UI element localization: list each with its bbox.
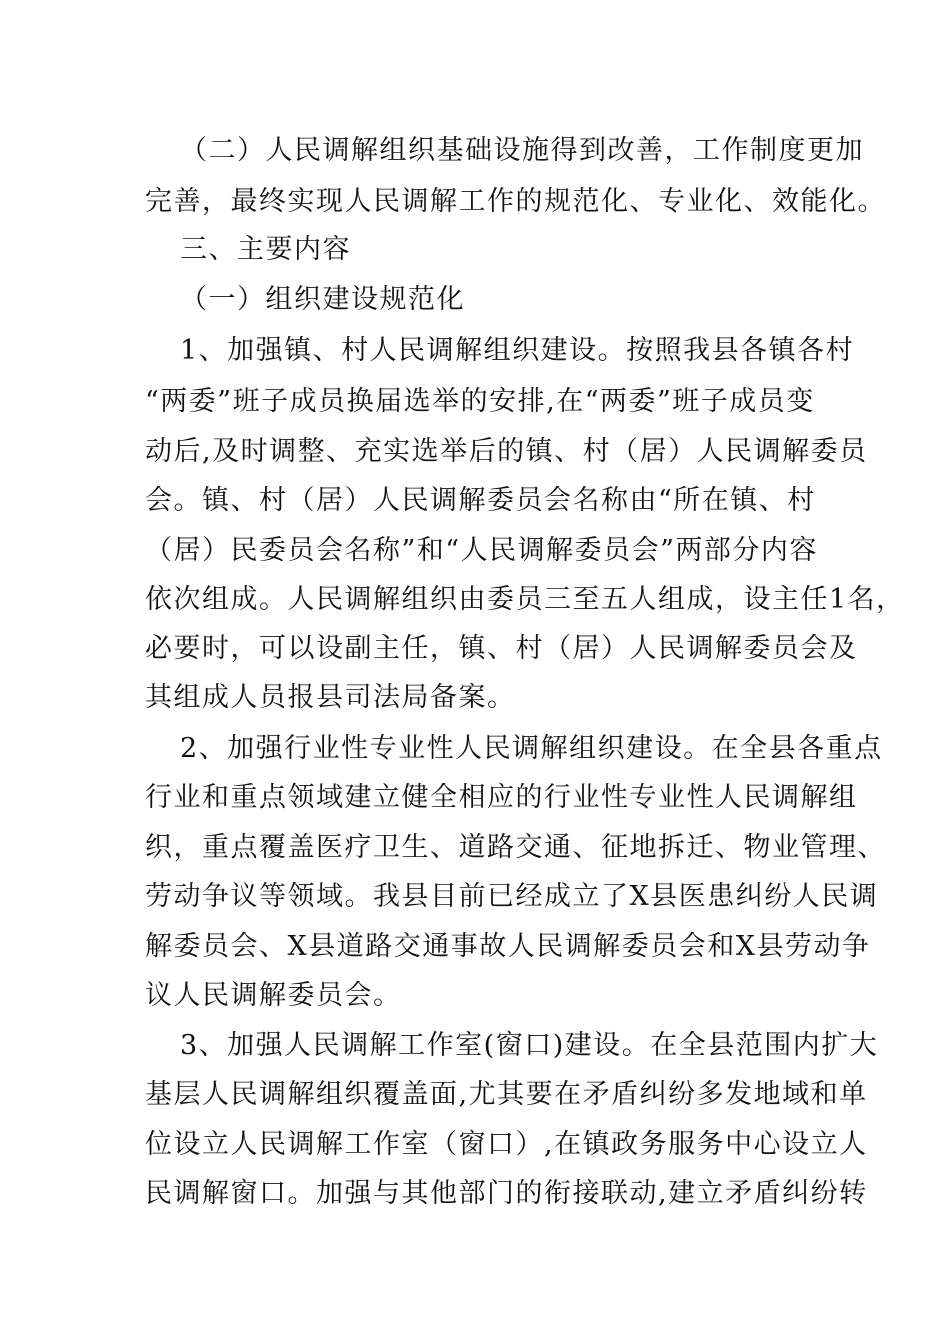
text-line: “两委”班子成员换届选举的安排,在“两委”班子成员变 <box>145 386 815 417</box>
text-line: 解委员会、X县道路交通事故人民调解委员会和X县劳动争 <box>145 931 871 962</box>
text-line: 基层人民调解组织覆盖面,尤其要在矛盾纠纷多发地域和单 <box>145 1079 868 1110</box>
text-line: 议人民调解委员会。 <box>145 980 402 1011</box>
text-line: （二）人民调解组织基础设施得到改善，工作制度更加 <box>180 135 864 166</box>
subsection-heading: （一）组织建设规范化 <box>180 284 465 315</box>
section-heading: 三、主要内容 <box>180 234 351 265</box>
text-line: 必要时，可以设副主任，镇、村（居）人民调解委员会及 <box>145 633 858 664</box>
text-line: 织，重点覆盖医疗卫生、道路交通、征地拆迁、物业管理、 <box>145 832 886 863</box>
text-line: 劳动争议等领域。我县目前已经成立了X县医患纠纷人民调 <box>145 881 879 912</box>
text-line: 行业和重点领域建立健全相应的行业性专业性人民调解组 <box>145 782 858 813</box>
text-line: 会。镇、村（居）人民调解委员会名称由“所在镇、村 <box>145 485 816 516</box>
text-line: 完善，最终实现人民调解工作的规范化、专业化、效能化。 <box>145 186 886 217</box>
text-line: （居）民委员会名称”和“人民调解委员会”两部分内容 <box>145 535 818 566</box>
text-line: 动后,及时调整、充实选举后的镇、村（居）人民调解委员 <box>145 436 868 467</box>
text-line: 2、加强行业性专业性人民调解组织建设。在全县各重点 <box>180 733 883 764</box>
text-line: 其组成人员报县司法局备案。 <box>145 682 516 713</box>
text-line: 位设立人民调解工作室（窗口）,在镇政务服务中心设立人 <box>145 1129 868 1160</box>
text-line: 1、加强镇、村人民调解组织建设。按照我县各镇各村 <box>180 335 855 366</box>
text-line: 民调解窗口。加强与其他部门的衔接联动,建立矛盾纠纷转 <box>145 1178 868 1209</box>
text-line: 3、加强人民调解工作室(窗口)建设。在全县范围内扩大 <box>180 1030 879 1061</box>
text-line: 依次组成。人民调解组织由委员三至五人组成，设主任1名， <box>145 584 905 615</box>
